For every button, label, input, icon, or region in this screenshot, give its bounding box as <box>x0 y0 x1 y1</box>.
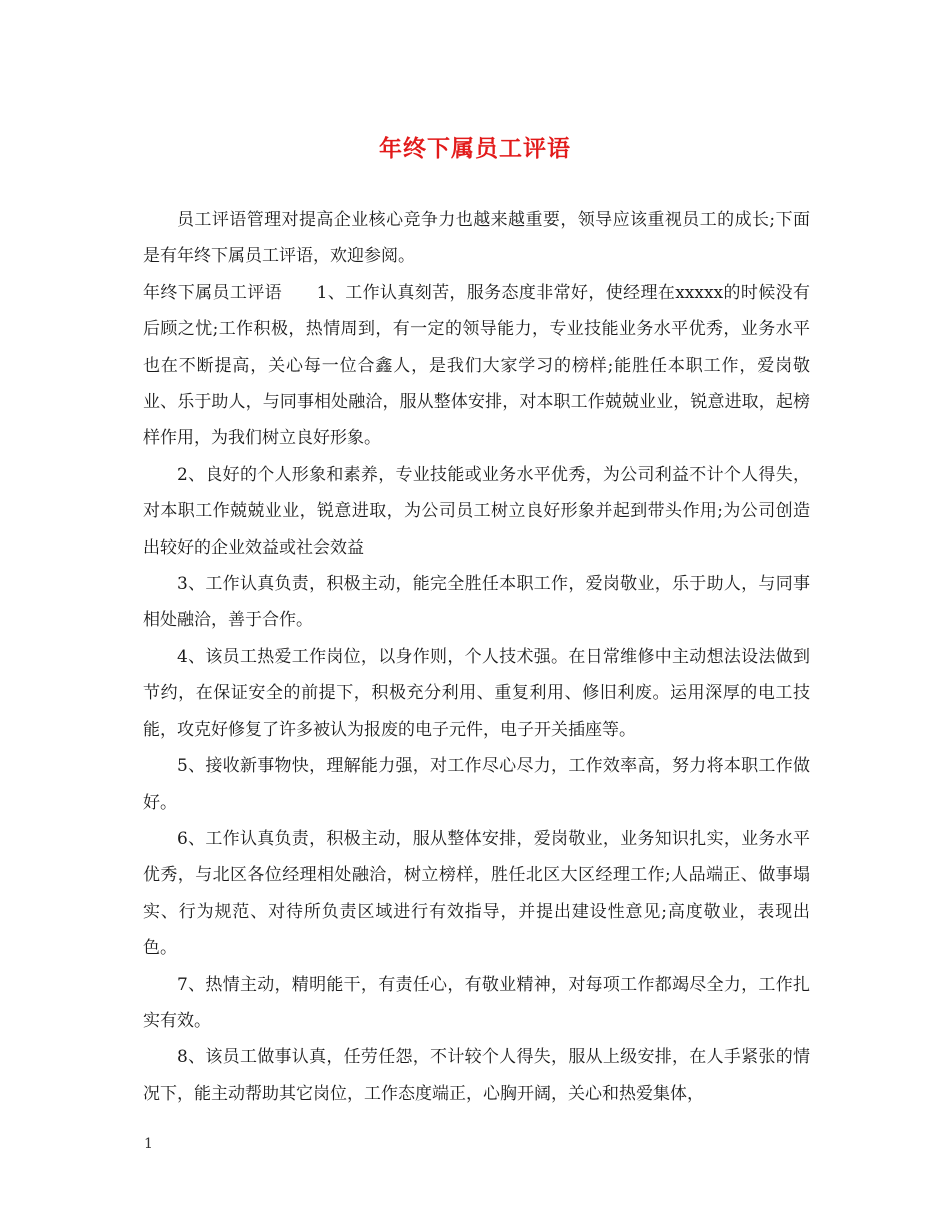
paragraph-item-7: 7、热情主动，精明能干，有责任心，有敬业精神，对每项工作都竭尽全力，工作扎实有效。 <box>143 974 810 1031</box>
page-number: 1 <box>144 1136 153 1152</box>
paragraph-item-2: 2、良好的个人形象和素养，专业技能或业务水平优秀，为公司利益不计个人得失，对本职工作兢兢业业，锐意进取，为公司员工树立良好形象并起到带头作用;为公司创造出较好的企业效益或社会效益 <box>143 464 810 558</box>
paragraph-item-8: 8、该员工做事认真，任劳任怨，不计较个人得失，服从上级安排，在人手紧张的情况下，能主动帮助其它岗位，工作态度端正，心胸开阔，关心和热爱集体， <box>143 1047 810 1104</box>
paragraph-intro: 员工评语管理对提高企业核心竞争力也越来越重要，领导应该重视员工的成长;下面是有年终下属员工评语，欢迎参阅。 <box>143 210 810 267</box>
paragraph-item-5: 5、接收新事物快，理解能力强，对工作尽心尽力，工作效率高，努力将本职工作做好。 <box>143 756 810 813</box>
document-body <box>143 202 810 1112</box>
paragraph-item-4: 4、该员工热爱工作岗位，以身作则，个人技术强。在日常维修中主动想法设法做到节约，在保证安全的前提下，积极充分利用、重复利用、修旧利废。运用深厚的电工技能，攻克好修复了许多被认为报废的电子元件，电子开关插座等。 <box>143 646 810 740</box>
document-title: 年终下属员工评语 <box>379 135 571 162</box>
paragraph-item-6: 6、工作认真负责，积极主动，服从整体安排，爱岗敬业，业务知识扎实，业务水平优秀，与北区各位经理相处融洽，树立榜样，胜任北区大区经理工作;人品端正、做事塌实、行为规范、对待所负责区域进行有效指导，并提出建设性意见;高度敬业，表现出色。 <box>143 828 810 959</box>
paragraph-item-3: 3、工作认真负责，积极主动，能完全胜任本职工作，爱岗敬业，乐于助人，与同事相处融洽，善于合作。 <box>143 574 810 631</box>
paragraph-item-1: 年终下属员工评语 1、工作认真刻苦，服务态度非常好，使经理在xxxxx的时候没有后顾之忧;工作积极，热情周到，有一定的领导能力，专业技能业务水平优秀，业务水平也在不断提高，关心每一位合鑫人，是我们大家学习的榜样;能胜任本职工作，爱岗敬业、乐于助人，与同事相处融洽，服从整体安排，对本职工作兢兢业业，锐意进取，起榜样作用，为我们树立良好形象。 <box>143 282 810 449</box>
